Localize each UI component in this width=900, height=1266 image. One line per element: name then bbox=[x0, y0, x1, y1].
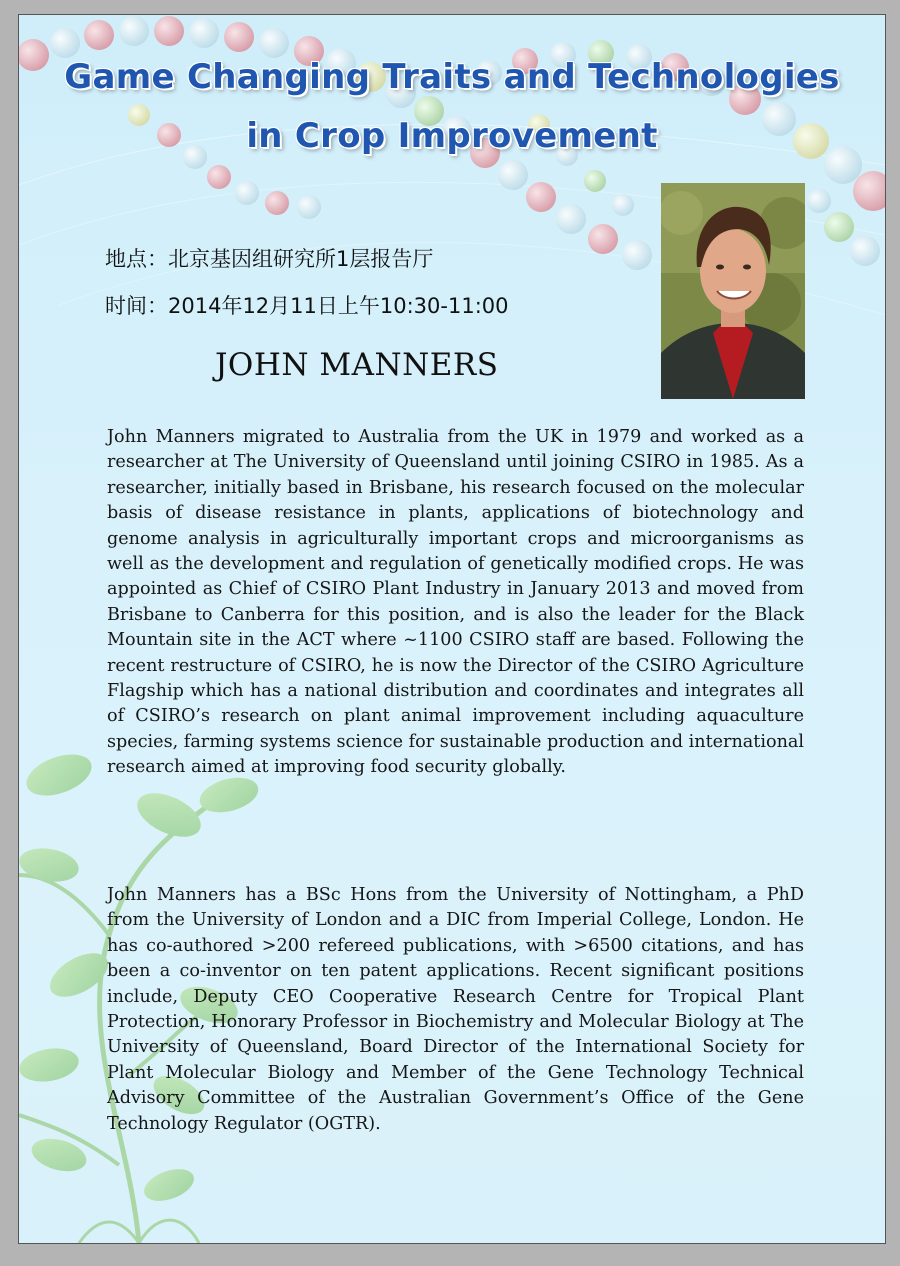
bio-paragraph-1: John Manners migrated to Australia from the UK in 1979 and worked as a researcher at The University of Queensland until joining CSIRO in 1985. As a researcher, initially based in Brisbane, his research focused on the molecular basis of disease resistance in plants, applications of biotechnology and genome analysis in agriculturally important crops and microorganisms as well as the development and regulation of genetically modified crops. He was appointed as Chief of CSIRO Plant Industry in January 2013 and moved from Brisbane to Canberra for this position, and is also the leader for the Black Mountain site in the ACT where ~1100 CSIRO staff are based. Following the recent restructure of CSIRO, he is now the Director of the CSIRO Agriculture Flagship which has a national distribution and coordinates and integrates all of CSIRO’s research on plant animal improvement including aquaculture species, farming systems science for sustainable production and international research aimed at improving food security globally. bbox=[107, 427, 805, 778]
seminar-poster bbox=[18, 14, 886, 1244]
bio-paragraph-2: John Manners has a BSc Hons from the University of Nottingham, a PhD from the University of London and a DIC from Imperial College, London. He has co-authored >200 refereed publications, with >6500 citations, and has been a co-inventor on ten patent applications. Recent significant positions include, Deputy CEO Cooperative Research Centre for Tropical Plant Protection, Honorary Professor in Biochemistry and Molecular Biology at The University of Queensland, Board Director of the International Society for Plant Molecular Biology and Member of the Gene Technology Technical Advisory Committee of the Australian Government’s Office of the Gene Technology Regulator (OGTR). bbox=[107, 885, 804, 1134]
poster-title-line-1: Game Changing Traits and Technologies bbox=[64, 57, 840, 97]
speaker-name: JOHN MANNERS bbox=[215, 347, 499, 383]
speaker-photo bbox=[661, 183, 805, 399]
seminar-location: 地点：北京基因组研究所1层报告厅 bbox=[105, 247, 434, 271]
seminar-time: 时间：2014年12月11日上午10:30-11:00 bbox=[105, 294, 509, 318]
poster-title-line-2: in Crop Improvement bbox=[246, 116, 658, 156]
